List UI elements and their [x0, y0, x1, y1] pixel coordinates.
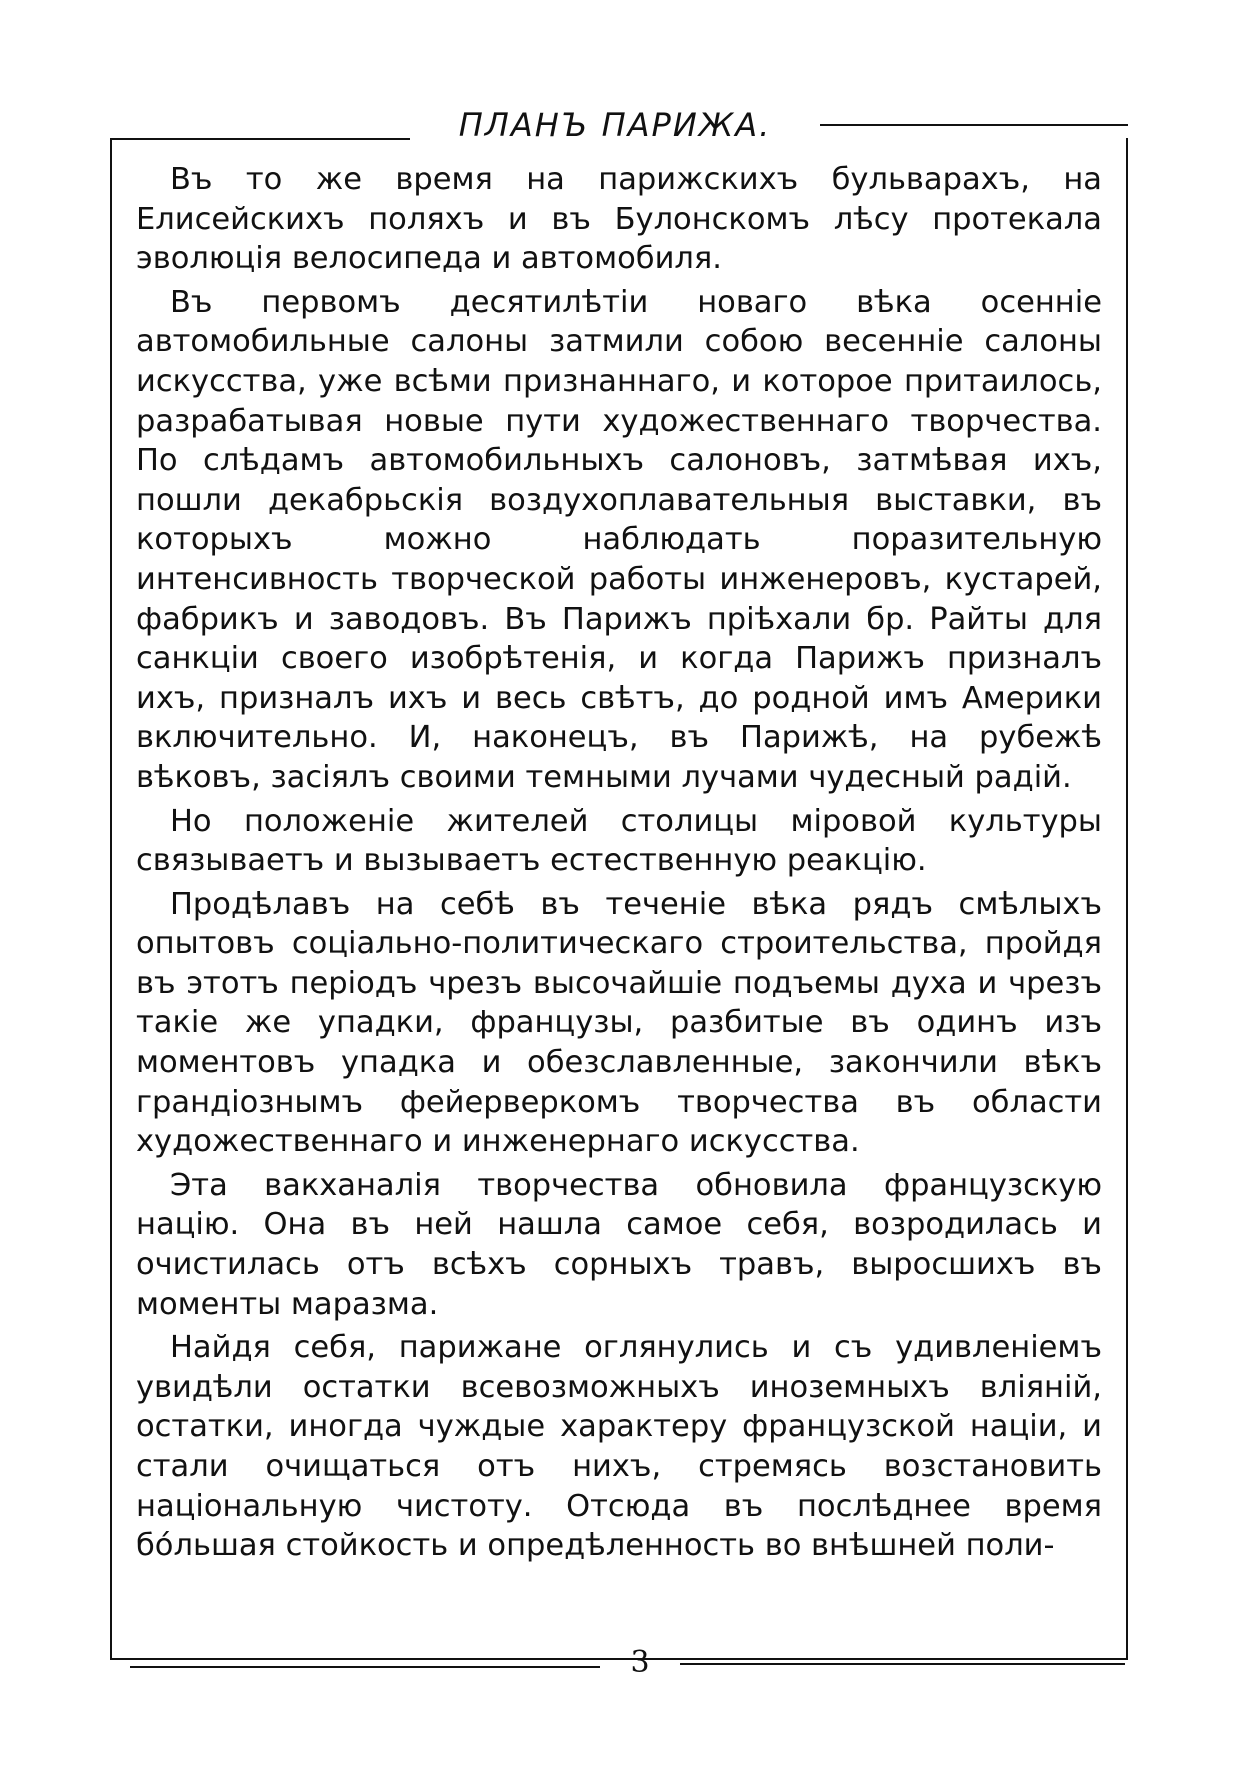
paragraph-2: Въ первомъ десятилѣтіи новаго вѣка осенніе автомобильные салоны затмили собою весенніе салоны искусства, уже всѣми признаннаго, и которое притаилось, разрабатывая новые пути художественнаго творчества. По слѣдамъ автомобильныхъ салоновъ, затмѣвая ихъ, пошли декабрьскія воздухоплавательныя выставки, въ которыхъ можно наблюдать поразительную интенсивность творческой работы инженеровъ, кустарей, фабрикъ и заводовъ. Въ Парижъ пріѣхали бр. Райты для санкціи своего изобрѣтенія, и когда Парижъ призналъ ихъ, призналъ ихъ и весь свѣтъ, до родной имъ Америки включительно. И, наконецъ, въ Парижѣ, на рубежѣ вѣковъ, засіялъ своими темными лучами чудесный радій. — [136, 284, 1102, 795]
paragraph-1: Въ то же время на парижскихъ бульварахъ, на Елисейскихъ поляхъ и въ Булонскомъ лѣсу протекала эволюція велосипеда и автомобиля. — [136, 162, 1102, 277]
footer-rule-left — [130, 1666, 600, 1668]
paragraph-3: Но положеніе жителей столицы міровой культуры связываетъ и вызываетъ естественную реакцію. — [136, 803, 1102, 879]
footer-rule-right — [680, 1663, 1125, 1665]
paragraph-4: Продѣлавъ на себѣ въ теченіе вѣка рядъ смѣлыхъ опытовъ соціально-политическаго строительства, пройдя въ этотъ періодъ чрезъ высочайшіе подъемы духа и чрезъ такіе же упадки, французы, разбитые въ одинъ изъ моментовъ упадка и обезславленные, закончили вѣкъ грандіознымъ фейерверкомъ творчества въ области художественнаго и инженернаго искусства. — [136, 886, 1102, 1160]
running-header-title: ПЛАНЪ ПАРИЖА. — [458, 106, 772, 144]
header-rule-right — [820, 124, 1128, 126]
page-number: 3 — [630, 1645, 650, 1680]
paragraph-6: Найдя себя, парижане оглянулись и съ удивленіемъ увидѣли остатки всевозможныхъ иноземныхъ вліяній, остатки, иногда чуждые характеру французской націи, и стали очищаться отъ нихъ, стремясь возстановить національную чистоту. Отсюда въ послѣднее время бо́льшая стойкость и опредѣленность во внѣшней поли- — [136, 1330, 1102, 1564]
header-rule-left — [110, 138, 410, 140]
paragraph-5: Эта вакханалія творчества обновила французскую націю. Она въ ней нашла самое себя, возродилась и очистилась отъ всѣхъ сорныхъ травъ, выросшихъ въ моменты маразма. — [136, 1167, 1102, 1322]
body-text — [136, 160, 1102, 1570]
